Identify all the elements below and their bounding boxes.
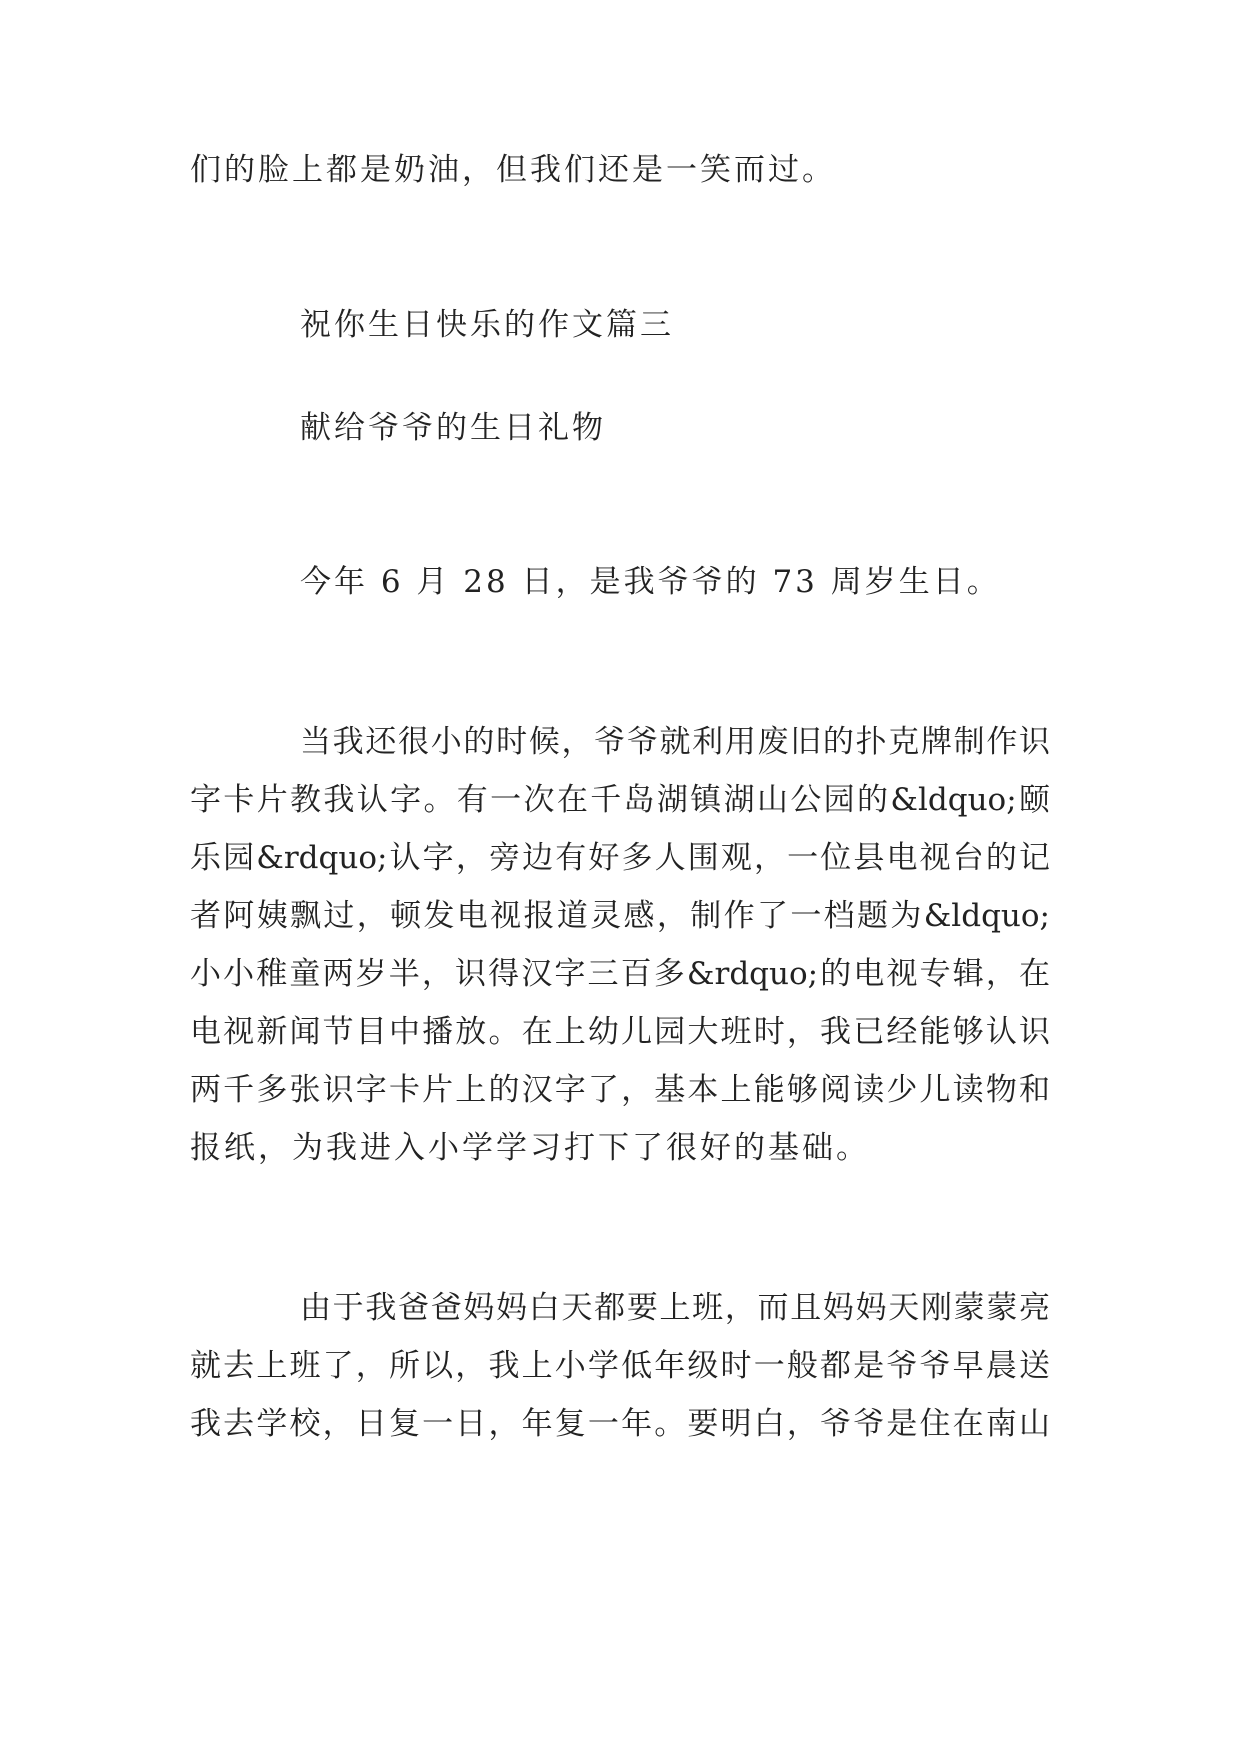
paragraph-line: 乐园&rdquo;认字，旁边有好多人围观，一位县电视台的记 <box>190 840 1050 876</box>
paragraph-line: 我去学校，日复一日，年复一年。要明白，爷爷是住在南山 <box>190 1406 1050 1442</box>
paragraph-line: 报纸，为我进入小学学习打下了很好的基础。 <box>190 1130 870 1166</box>
paragraph-line: 就去上班了，所以，我上小学低年级时一般都是爷爷早晨送 <box>190 1348 1050 1384</box>
paragraph-line: 当我还很小的时候，爷爷就利用废旧的扑克牌制作识 <box>300 724 1050 760</box>
section-heading: 祝你生日快乐的作文篇三 <box>300 307 674 343</box>
paragraph-line: 者阿姨飘过，顿发电视报道灵感，制作了一档题为&ldquo; <box>190 898 1050 934</box>
paragraph-line: 字卡片教我认字。有一次在千岛湖镇湖山公园的&ldquo;颐 <box>190 782 1050 818</box>
paragraph-line: 由于我爸爸妈妈白天都要上班，而且妈妈天刚蒙蒙亮 <box>300 1290 1050 1326</box>
paragraph-1: 今年 6 月 28 日，是我爷爷的 73 周岁生日。 <box>300 564 1001 600</box>
continuation-line: 们的脸上都是奶油，但我们还是一笑而过。 <box>190 152 836 188</box>
paragraph-line: 两千多张识字卡片上的汉字了，基本上能够阅读少儿读物和 <box>190 1072 1050 1108</box>
essay-title: 献给爷爷的生日礼物 <box>300 410 606 446</box>
paragraph-line: 小小稚童两岁半，识得汉字三百多&rdquo;的电视专辑，在 <box>190 956 1050 992</box>
paragraph-line: 电视新闻节目中播放。在上幼儿园大班时，我已经能够认识 <box>190 1014 1050 1050</box>
